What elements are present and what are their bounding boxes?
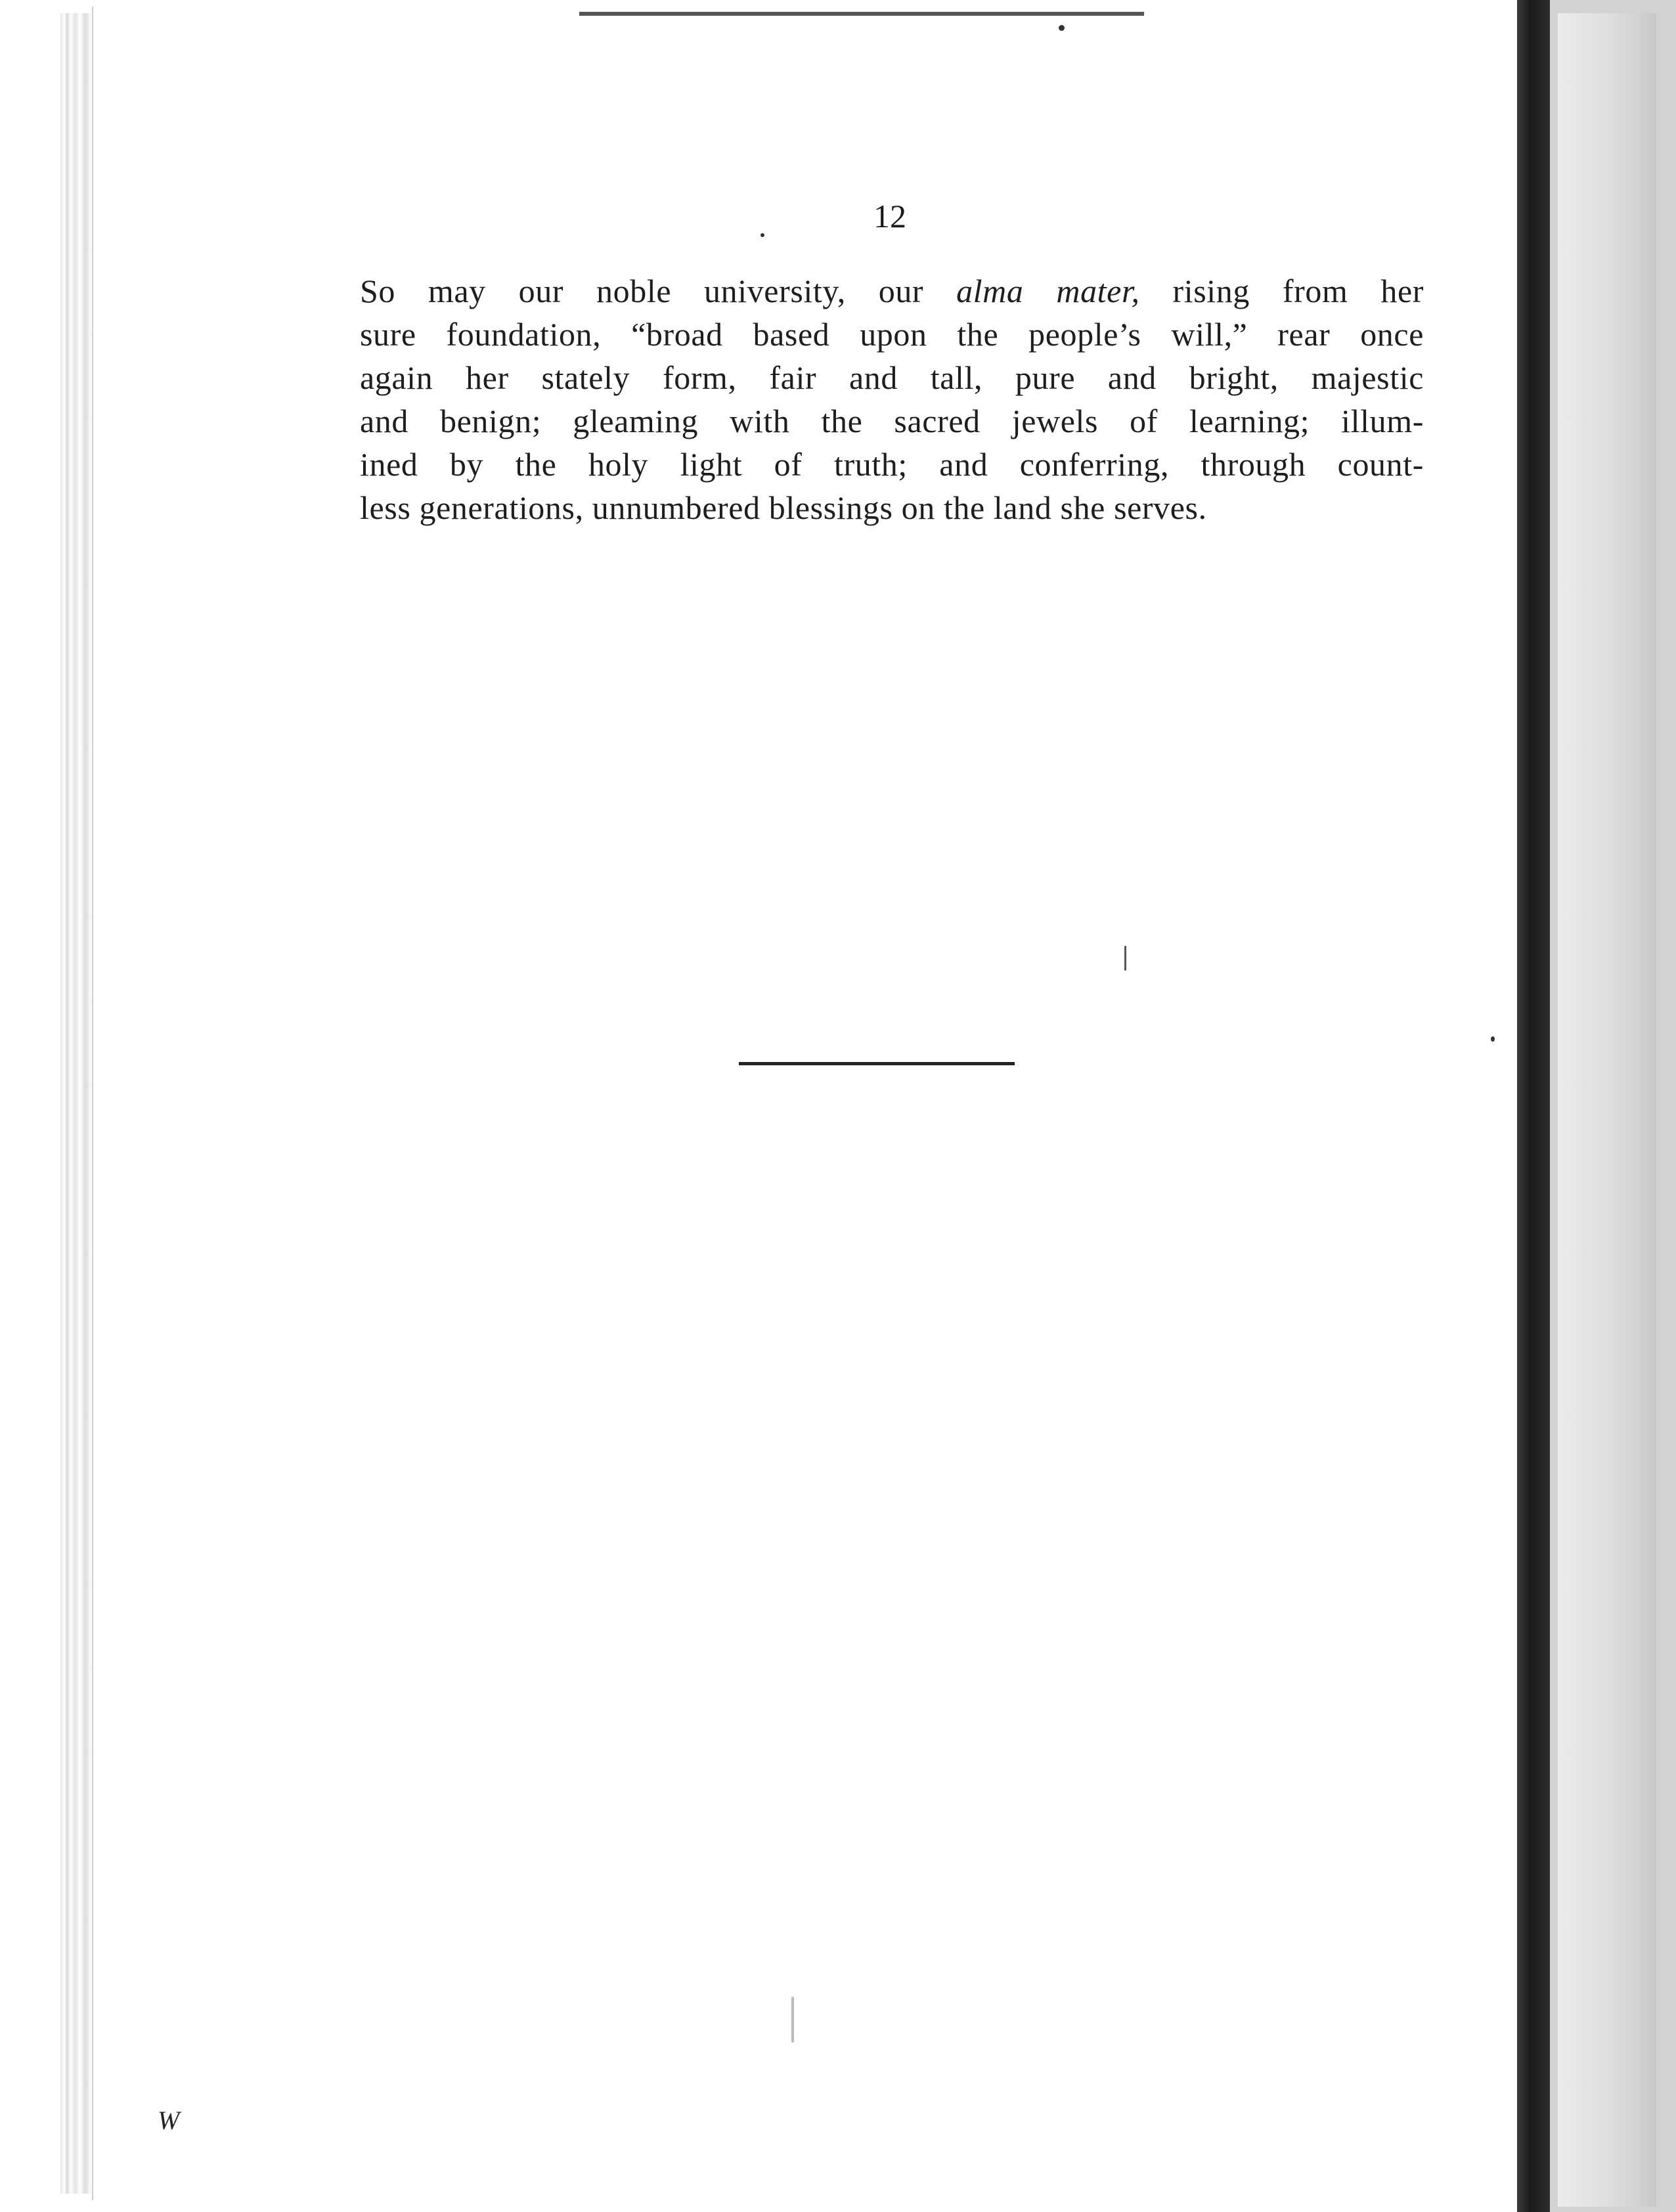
section-divider-rule	[739, 1062, 1015, 1065]
ink-speck	[791, 1997, 794, 2043]
italic-phrase: alma mater,	[956, 273, 1140, 309]
ink-speck	[761, 233, 764, 237]
ink-speck	[1124, 946, 1126, 971]
margin-mark: W	[158, 2106, 180, 2135]
text-line: and benign; gleaming with the sacred jewels of learning; illum-	[360, 403, 1424, 439]
body-paragraph	[360, 269, 1424, 529]
text-line: sure foundation, “broad based upon the people’s will,” rear once	[360, 316, 1424, 353]
text-run: So may our noble university, our	[360, 273, 957, 309]
book-binding	[1517, 0, 1550, 2212]
text-run: rising from her	[1139, 273, 1424, 309]
text-line: again her stately form, fair and tall, pure and bright, majestic	[360, 359, 1424, 396]
top-edge-rule	[579, 12, 1144, 16]
page-number: 12	[873, 198, 906, 234]
page-stack-edge	[60, 13, 92, 2194]
text-line: ined by the holy light of truth; and conferring, through count-	[360, 446, 1424, 483]
text-line	[360, 269, 1424, 313]
text-line: less generations, unnumbered blessings on the land she serves.	[360, 489, 1207, 526]
ink-speck	[1491, 1036, 1495, 1042]
ink-speck	[1059, 25, 1065, 31]
cover-board-surface	[1558, 13, 1656, 2207]
